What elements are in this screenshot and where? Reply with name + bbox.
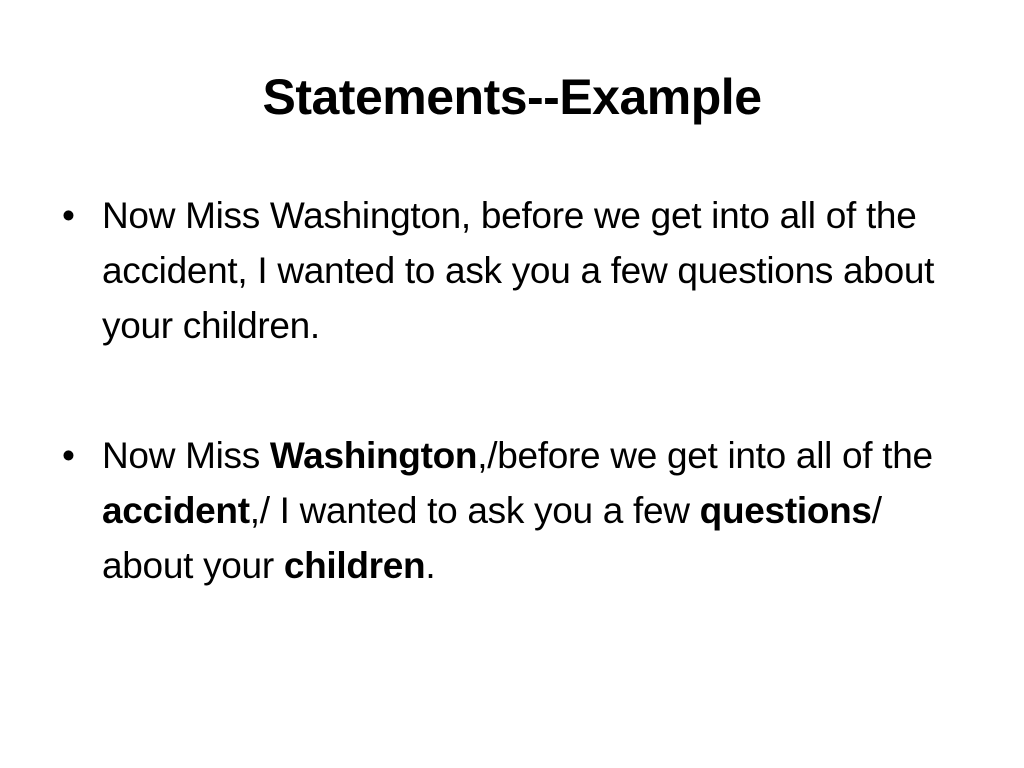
bullet-dot-icon: • xyxy=(62,435,75,476)
emphasized-word: accident xyxy=(102,490,250,531)
emphasized-word: children xyxy=(283,545,426,586)
bullet-item-plain xyxy=(62,188,962,353)
bullet-text-segment: ,/before we get into all of the xyxy=(477,435,933,476)
slide-title: Statements--Example xyxy=(262,69,762,125)
bullet-text-segment: / about your xyxy=(102,490,882,586)
emphasized-word: Washington xyxy=(269,435,478,476)
bullet-text-segment: . xyxy=(425,545,436,586)
bullet-list xyxy=(62,188,962,593)
bullet-text-segment: Now Miss xyxy=(102,435,270,476)
bullet-dot-icon: • xyxy=(62,195,75,236)
bullet-text-segment: ,/ I wanted to ask you a few xyxy=(249,490,700,531)
bullet-item-emphasized xyxy=(62,428,962,593)
emphasized-word: questions xyxy=(699,490,872,531)
bullet-text-segment: Now Miss Washington, before we get into all of the accident, I wanted to ask you a few questions about your children. xyxy=(102,195,935,346)
